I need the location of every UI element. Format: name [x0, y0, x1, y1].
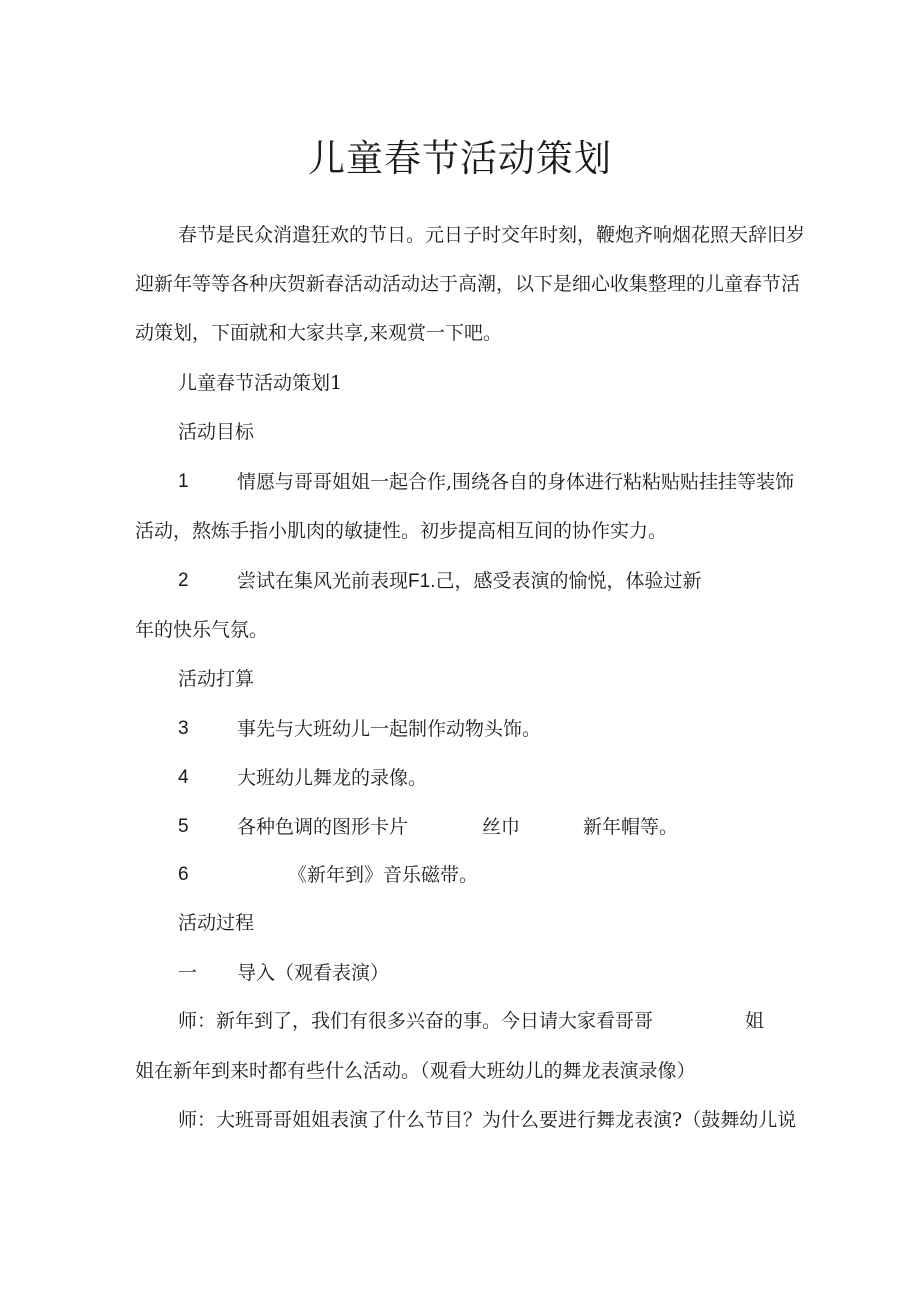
prep-item-6-text: 《新年到》音乐磁带。 [288, 864, 479, 886]
teacher-1-line-1-a: 师：新年到了，我们有很多兴奋的事。今日请大家看哥哥 [178, 1010, 654, 1032]
section-heading-text: 儿童春节活动策划1 [178, 372, 343, 394]
intro-line-3: 动策划，下面就和大家共享,来观赏一下吧。 [135, 322, 503, 344]
prep-item-3-text: 事先与大班幼儿一起制作动物头饰。 [237, 718, 542, 740]
intro-line-2: 迎新年等等各种庆贺新春活动活动达于高潮，以下是细心收集整理的儿童春节活 [135, 273, 801, 295]
prep-item-3-number: 3 [178, 718, 189, 739]
prep-item-6-number: 6 [178, 864, 189, 885]
prep-item-5-number: 5 [178, 816, 189, 837]
step-1-number: 一 [178, 962, 198, 984]
goal-1-line-2: 活动，熬炼手指小肌肉的敏捷性。初步提高相互间的协作实力。 [135, 520, 668, 542]
prep-heading: 活动打算 [178, 668, 255, 690]
goal-1-number: 1 [178, 471, 189, 492]
intro-line-1: 春节是民众消遣狂欢的节日。元日子时交年时刻，鞭炮齐响烟花照天辞旧岁 [178, 224, 806, 246]
goal-2-line-1 [237, 568, 701, 595]
prep-item-5-part-2: 丝巾 [482, 816, 521, 838]
goal-2-line-1-a: 尝试在集风光前表现 [237, 570, 409, 592]
step-1-text: 导入（观看表演） [237, 962, 390, 984]
goal-2-line-2: 年的快乐气氛。 [135, 619, 269, 641]
prep-item-5-part-3: 新年帽等。 [583, 816, 679, 838]
prep-item-4-number: 4 [178, 767, 189, 788]
teacher-1-line-2: 姐在新年到来时都有些什么活动。（观看大班幼儿的舞龙表演录像） [135, 1060, 696, 1082]
process-heading: 活动过程 [178, 912, 255, 934]
goal-2-number: 2 [178, 570, 189, 591]
document-title: 儿童春节活动策划 [308, 137, 612, 180]
prep-item-5-part-1: 各种色调的图形卡片 [237, 816, 409, 838]
goal-1-line-1: 情愿与哥哥姐姐一起合作,围绕各自的身体进行粘粘贴贴挂挂等装饰 [237, 471, 795, 493]
teacher-1-line-1-b: 姐 [745, 1010, 765, 1032]
goal-2-line-1-b: F1. [408, 571, 436, 592]
prep-item-4-text: 大班幼儿舞龙的录像。 [237, 767, 428, 789]
teacher-2-line-1: 师：大班哥哥姐姐表演了什么节目？为什么要进行舞龙表演?（鼓舞幼儿说 [178, 1109, 797, 1131]
section-heading [178, 370, 342, 396]
goal-2-line-1-c: 己，感受表演的愉悦，体验过新 [435, 570, 702, 592]
goals-heading: 活动目标 [178, 421, 255, 443]
